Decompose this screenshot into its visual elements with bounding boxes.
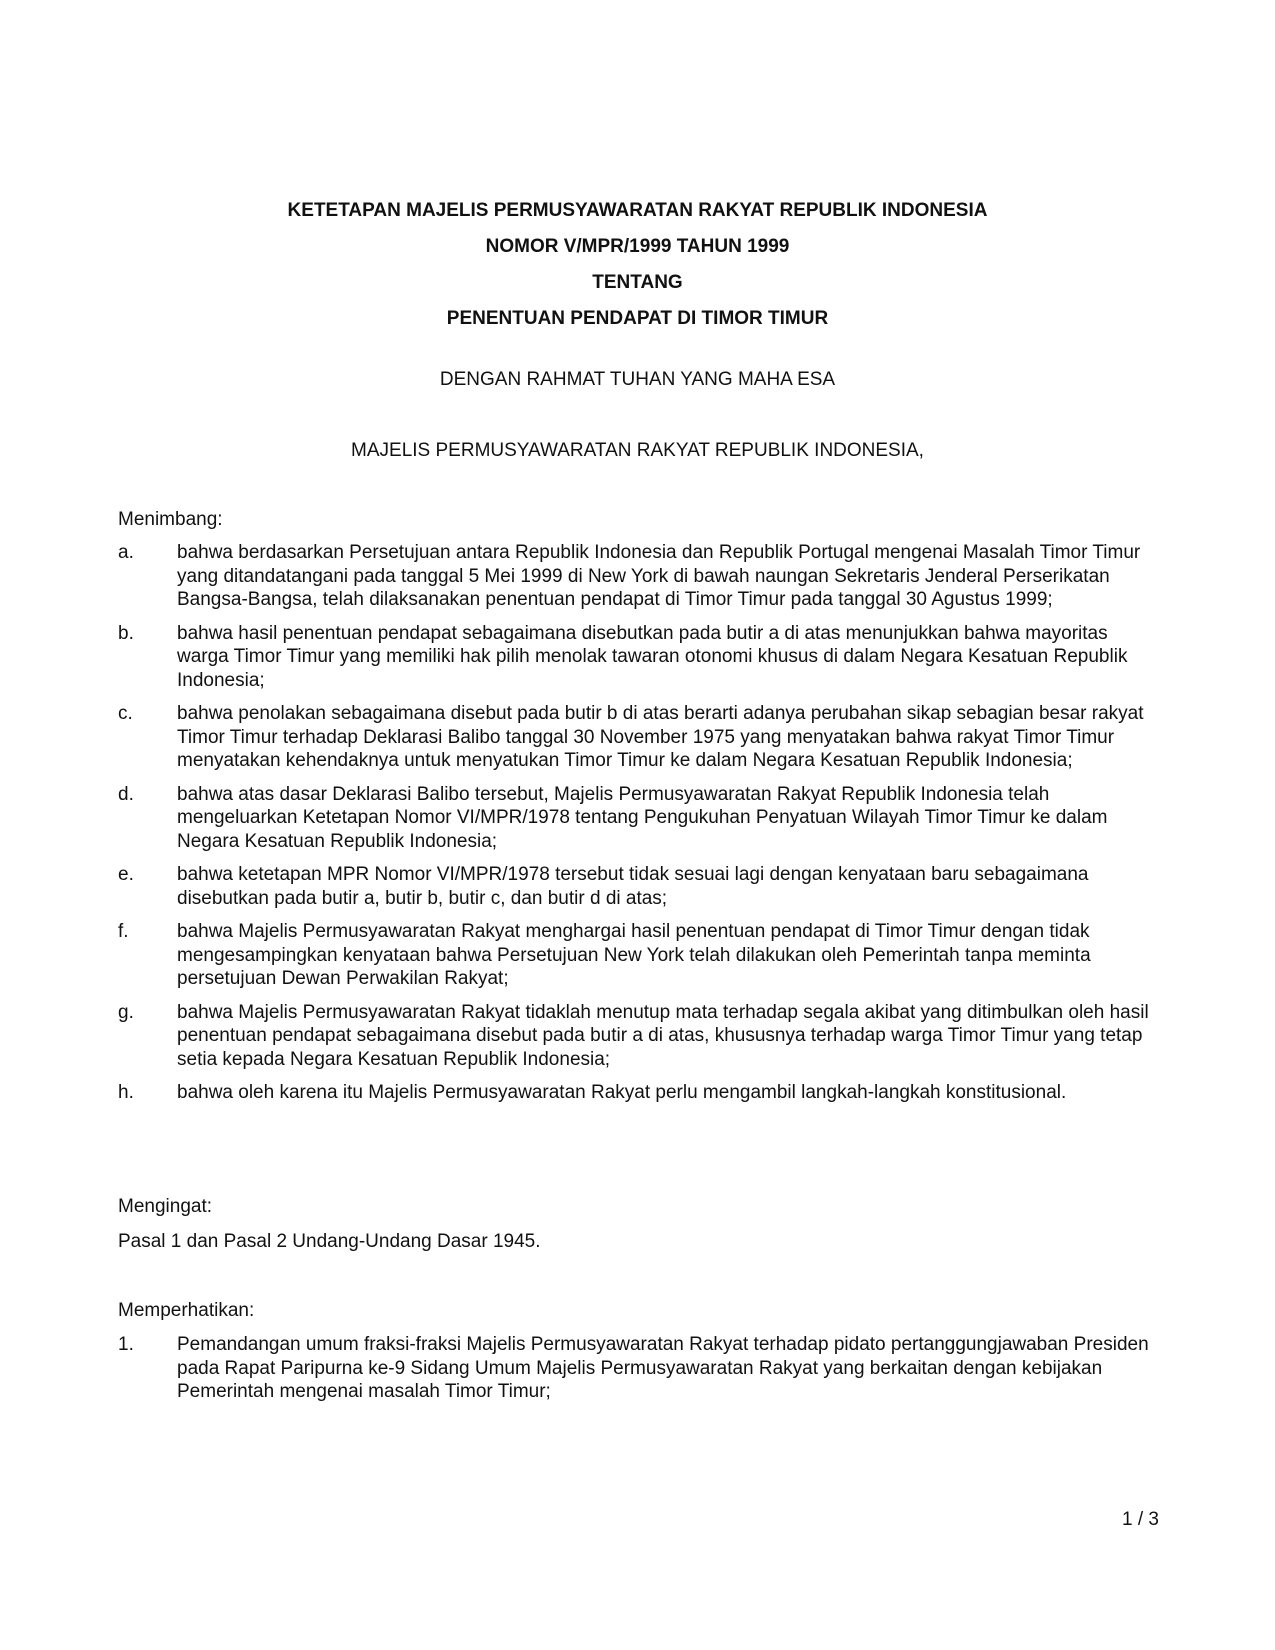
memperhatikan-list <box>118 1333 1158 1414</box>
list-item <box>118 920 1158 991</box>
institution-name: MAJELIS PERMUSYAWARATAN RAKYAT REPUBLIK INDONESIA, <box>351 440 924 461</box>
item-label: a. <box>118 542 134 563</box>
list-item <box>118 1001 1158 1072</box>
item-text: bahwa ketetapan MPR Nomor VI/MPR/1978 tersebut tidak sesuai lagi dengan kenyataan baru sebagaimana disebutkan pada butir a, butir b, butir c, dan butir d di atas; <box>177 864 1089 909</box>
list-item <box>118 541 1158 612</box>
item-text: bahwa Majelis Permusyawaratan Rakyat menghargai hasil penentuan pendapat di Timor Timur dengan tidak mengesampingkan kenyataan bahwa Persetujuan New York telah dilakukan oleh Pemerintah tanpa meminta persetujuan Dewan Perwakilan Rakyat; <box>177 921 1091 989</box>
list-item <box>118 863 1158 910</box>
list-item <box>118 783 1158 854</box>
list-item <box>118 1081 1158 1105</box>
item-label: c. <box>118 703 133 724</box>
title-line-2: NOMOR V/MPR/1999 TAHUN 1999 <box>485 236 790 257</box>
item-label: f. <box>118 921 129 942</box>
menimbang-heading: Menimbang: <box>118 509 223 530</box>
item-label: 1. <box>118 1334 134 1355</box>
menimbang-list <box>118 541 1158 1115</box>
page-number: 1 / 3 <box>1122 1509 1159 1530</box>
mengingat-heading: Mengingat: <box>118 1196 213 1217</box>
item-label: g. <box>118 1001 134 1023</box>
item-label: d. <box>118 783 134 805</box>
item-label: e. <box>118 864 134 885</box>
item-label: h. <box>118 1082 134 1103</box>
list-item <box>118 1333 1158 1404</box>
item-text: bahwa oleh karena itu Majelis Permusyawaratan Rakyat perlu mengambil langkah-langkah konstitusional. <box>177 1082 1067 1103</box>
invocation: DENGAN RAHMAT TUHAN YANG MAHA ESA <box>439 369 836 390</box>
item-label: b. <box>118 622 134 644</box>
memperhatikan-heading: Memperhatikan: <box>118 1300 255 1321</box>
title-line-4: PENENTUAN PENDAPAT DI TIMOR TIMUR <box>446 308 829 329</box>
item-text: bahwa Majelis Permusyawaratan Rakyat tidaklah menutup mata terhadap segala akibat yang ditimbulkan oleh hasil penentuan pendapat sebagaimana disebut pada butir a di atas, khususnya terhadap warga Timor Timur yang tetap setia kepada Negara Kesatuan Republik Indonesia; <box>177 1001 1149 1070</box>
title-line-3: TENTANG <box>592 272 683 293</box>
title-line-1: KETETAPAN MAJELIS PERMUSYAWARATAN RAKYAT REPUBLIK INDONESIA <box>287 200 988 221</box>
item-text: bahwa penolakan sebagaimana disebut pada butir b di atas berarti adanya perubahan sikap sebagian besar rakyat Timor Timur terhadap Deklarasi Balibo tanggal 30 November 1975 yang menyatakan bahwa rakyat Timor Timur menyatakan kehendaknya untuk menyatukan Timor Timur ke dalam Negara Kesatuan Republik Indonesia; <box>177 703 1144 771</box>
item-text: bahwa berdasarkan Persetujuan antara Republik Indonesia dan Republik Portugal mengenai Masalah Timor Timur yang ditandatangani pada tanggal 5 Mei 1999 di New York di bawah naungan Sekretaris Jenderal Perserikatan Bangsa-Bangsa, telah dilaksanakan penentuan pendapat di Timor Timur pada tanggal 30 Agustus 1999; <box>177 542 1141 610</box>
document-title <box>0 200 1275 344</box>
list-item <box>118 622 1158 693</box>
item-text: Pemandangan umum fraksi-fraksi Majelis Permusyawaratan Rakyat terhadap pidato pertanggungjawaban Presiden pada Rapat Paripurna ke-9 Sidang Umum Majelis Permusyawaratan Rakyat yang berkaitan dengan kebijakan Pemerintah mengenai masalah Timor Timur; <box>177 1334 1149 1402</box>
item-text: bahwa atas dasar Deklarasi Balibo tersebut, Majelis Permusyawaratan Rakyat Republik Indonesia telah mengeluarkan Ketetapan Nomor VI/MPR/1978 tentang Pengukuhan Penyatuan Wilayah Timor Timur ke dalam Negara Kesatuan Republik Indonesia; <box>177 783 1108 852</box>
mengingat-text: Pasal 1 dan Pasal 2 Undang-Undang Dasar 1945. <box>118 1231 541 1252</box>
item-text: bahwa hasil penentuan pendapat sebagaimana disebutkan pada butir a di atas menunjukkan bahwa mayoritas warga Timor Timur yang memiliki hak pilih menolak tawaran otonomi khusus di dalam Negara Kesatuan Republik Indonesia; <box>177 622 1128 691</box>
list-item <box>118 702 1158 773</box>
